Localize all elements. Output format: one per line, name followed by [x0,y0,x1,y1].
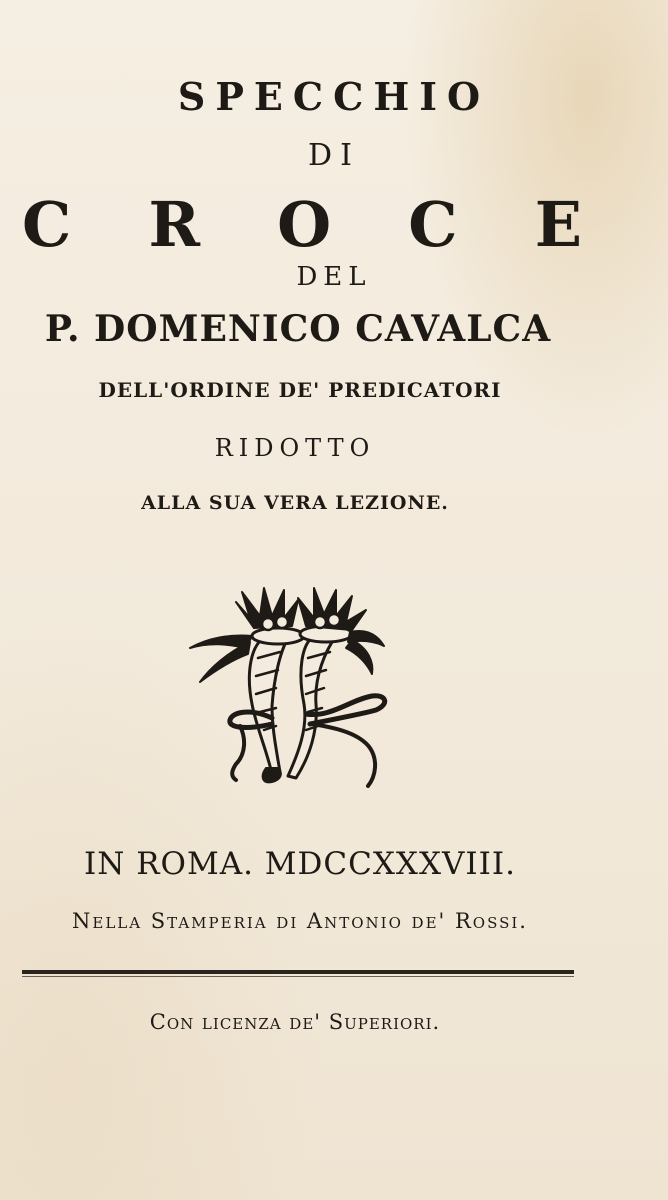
cornucopia-woodcut-icon [180,578,400,798]
author-order: DELL'ORDINE DE' PREDICATORI [98,378,502,402]
title-line-2: DI [308,138,360,173]
subtitle-line-1: RIDOTTO [214,434,376,462]
title-line-4: DEL [296,262,372,292]
horizontal-rule [22,970,574,974]
title-line-3 [22,188,582,261]
title-line-1: SPECCHIO [177,74,491,119]
imprint-place-date: IN ROMA. MDCCXXXVIII. [83,846,517,882]
license-line: Con licenza de' Superiori. [149,1010,441,1034]
title-letter: R [148,188,200,261]
title-letter: C [22,188,72,261]
title-letter: C [408,188,458,261]
horizontal-rule-thin [22,976,574,977]
title-letter: O [277,188,332,261]
title-letter: E [534,188,582,261]
printer-line: Nella Stamperia di Antonio de' Rossi. [72,909,528,933]
author-name: P. DOMENICO CAVALCA [44,308,552,350]
subtitle-line-2: ALLA SUA VERA LEZIONE. [141,492,449,514]
